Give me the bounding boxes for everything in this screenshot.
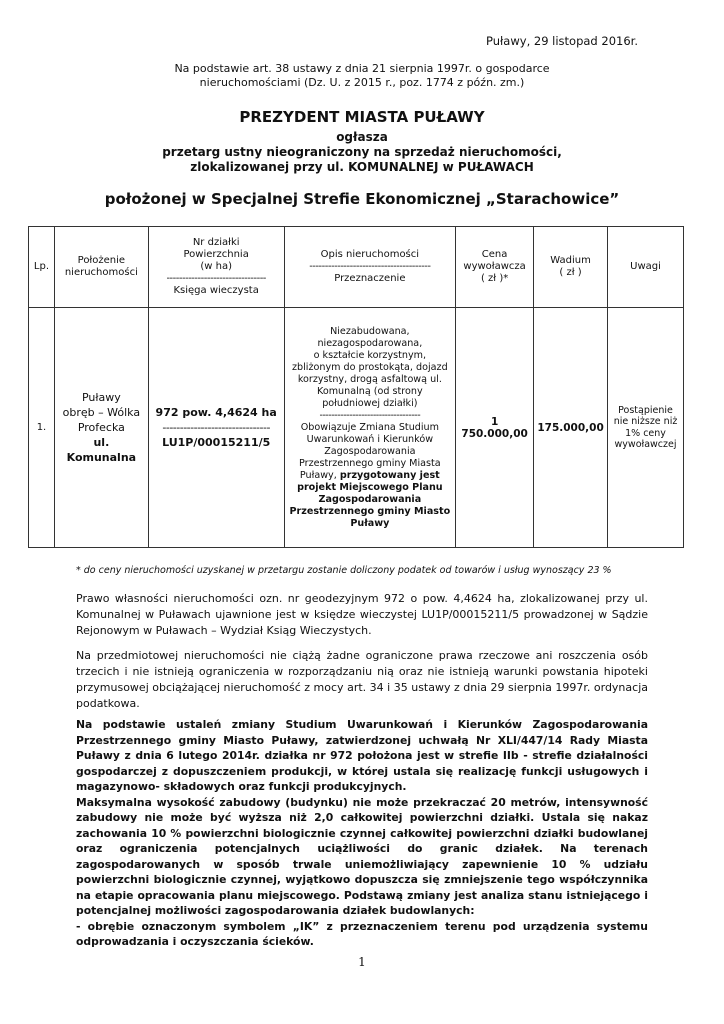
cell-text: Komunalną (od strony [317, 385, 423, 397]
cell-text: Uwarunkowań i Kierunków [306, 433, 434, 445]
header-text: Księga wieczysta [173, 285, 259, 296]
ownership-paragraph: Prawo własności nieruchomości ozn. nr geodezyjnym 972 o pow. 4,4624 ha, zlokalizowanej przy ul. Komunalnej w Puławach ujawnione jest w księdze wieczystej LU1P/00015211/5 prowadzonej w Sądzie Rejonowym w Puławach – Wydział Ksiąg Wieczystych. [76, 592, 648, 637]
header-lp: Lp. [29, 227, 55, 308]
zoning-text: - obrębie oznaczonym symbolem „IK” z przeznaczeniem terenu pod urządzenia systemu odprowadzania i oczyszczania ścieków. [76, 919, 648, 948]
cell-text: niezagospodarowana, [317, 337, 423, 349]
cell-price: 1 750.000,00 [456, 308, 534, 548]
legal-basis-line: nieruchomościami (Dz. U. z 2015 r., poz. 1774 z późn. zm.) [199, 76, 525, 89]
economic-zone-heading: położonej w Specjalnej Strefie Ekonomicznej „Starachowice” [104, 190, 620, 208]
header-text: Cena [481, 249, 508, 260]
divider-dashes: ---------------------------------- [319, 409, 421, 421]
cell-text: południowej działki) [322, 397, 418, 409]
cell-text: Profecka [77, 421, 125, 434]
cell-text: korzystny, drogą asfaltową ul. [297, 373, 442, 385]
header-notes: Uwagi [608, 227, 684, 308]
document-subtitle [0, 145, 724, 175]
cell-text: Postąpienie [618, 404, 673, 416]
plot-number: 972 pow. 4,4624 ha [155, 406, 277, 419]
header-text: ( zł ) [559, 267, 582, 278]
header-text: Położenie [77, 255, 126, 266]
cell-plot [148, 308, 284, 548]
cell-deposit: 175.000,00 [534, 308, 608, 548]
header-text: wywoławcza [463, 261, 526, 272]
divider-dashes: ------------------------------- [162, 421, 270, 434]
cell-text: przygotowany jest [339, 469, 440, 481]
cell-text: Puławy [350, 517, 390, 529]
cell-text: Puławy, [299, 469, 340, 481]
encumbrances-paragraph: Na przedmiotowej nieruchomości nie ciążą żadne ograniczone prawa rzeczowe ani roszczenia osób trzecich i nie istnieją ograniczenia w rozporządzaniu nią oraz nie istnieją warunki powstania hipoteki przymusowej obciążającej nieruchomość z mocy art. 34 i 35 ustawy z dnia 29 sierpnia 1997r. ordynacja podatkowa. [76, 649, 648, 710]
cell-text: Przestrzennego gminy Miasta [299, 457, 441, 469]
cell-text: Niezabudowana, [330, 325, 410, 337]
cell-text: Przestrzennego gminy Miasto [289, 505, 451, 517]
header-text: nieruchomości [64, 267, 138, 278]
vat-footnote: * do ceny nieruchomości uzyskanej w przetargu zostanie doliczony podatek od towarów i usług wynoszący 23 % [76, 565, 612, 576]
cell-text: o kształcie korzystnym, [313, 349, 427, 361]
header-text: (w ha) [200, 261, 232, 272]
table-header-row [29, 227, 684, 308]
cell-text: 1% ceny [625, 427, 666, 439]
cell-location [54, 308, 148, 548]
header-location [54, 227, 148, 308]
cell-text: nie niższe niż [613, 416, 678, 427]
header-plot [148, 227, 284, 308]
legal-basis [0, 62, 724, 90]
page-number: 1 [358, 955, 366, 969]
header-text: Opis nieruchomości [320, 249, 420, 260]
cell-text: projekt Miejscowego Planu [297, 481, 443, 493]
document-title: PREZYDENT MIASTA PUŁAWY [239, 108, 485, 126]
header-text: ( zł )* [480, 273, 509, 284]
cell-text: wywoławczej [614, 439, 677, 450]
header-description [284, 227, 456, 308]
cell-notes [608, 308, 684, 548]
cell-lp: 1. [29, 308, 55, 548]
cell-text: Zagospodarowania [318, 493, 422, 505]
subtitle-line: zlokalizowanej przy ul. KOMUNALNEJ w PUŁAWACH [190, 160, 534, 174]
header-price [456, 227, 534, 308]
table-row [29, 308, 684, 548]
document-date: Puławy, 29 listopad 2016r. [486, 34, 638, 48]
property-table [28, 226, 684, 548]
cell-description [284, 308, 456, 548]
header-deposit [534, 227, 608, 308]
zoning-text: Na podstawie ustaleń zmiany Studium Uwarunkowań i Kierunków Zagospodarowania Przestrzennego gminy Miasto Puławy, zatwierdzonej uchwałą Nr XLI/447/14 Rady Miasta Puławy z dnia 6 lutego 2014r. działka nr 972 położona jest w strefie IIb - strefie działalności gospodarczej z dopuszczeniem produkcji, w której ustala się realizację funkcji usługowych i magazynowo- składowych oraz funkcji produkcyjnych. [76, 718, 648, 793]
zoning-paragraph [76, 717, 648, 950]
cell-text: Zagospodarowania [324, 445, 416, 457]
header-text: Przeznaczenie [334, 273, 406, 284]
divider-dashes: --------------------------------------- [309, 261, 431, 272]
cell-text: Puławy [81, 391, 121, 404]
header-text: Powierzchnia [183, 249, 249, 260]
legal-basis-line: Na podstawie art. 38 ustawy z dnia 21 sierpnia 1997r. o gospodarce [174, 62, 550, 75]
header-text: Wadium [550, 255, 591, 266]
cell-text: zbliżonym do prostokąta, dojazd [292, 361, 448, 373]
land-register-number: LU1P/00015211/5 [162, 436, 271, 449]
header-text: Nr działki [192, 237, 240, 248]
zoning-text: Maksymalna wysokość zabudowy (budynku) nie może przekraczać 20 metrów, intensywność zabudowy nie może być wyższa niż 2,0 całkowitej powierzchni działki. Ustala się nakaz zachowania 10 % powierzchni biologicznie czynnej całkowitej powierzchni działki budowlanej oraz ograniczenia potencjalnych uciążliwości do granic działek. Na terenach zagospodarowanych w sposób trwale uniemożliwiający zapewnienie 10 % udziału powierzchni biologicznie czynnej, wyjątkowo dopuszcza się zmniejszenie tego współczynnika na etapie opracowania planu miejscowego. Podstawą zmiany jest analiza stanu istniejącego i potencjalnej możliwości zagospodarowania działek budowlanych: [76, 795, 648, 917]
subtitle-line: przetarg ustny nieograniczony na sprzedaż nieruchomości, [162, 145, 562, 159]
cell-text: ul. Komunalna [66, 436, 137, 464]
announces-label: ogłasza [336, 130, 388, 144]
cell-text [287, 470, 454, 482]
divider-dashes: -------------------------------- [166, 273, 266, 284]
cell-text: Obowiązuje Zmiana Studium [300, 421, 439, 433]
cell-text: obręb – Wólka [62, 406, 141, 419]
